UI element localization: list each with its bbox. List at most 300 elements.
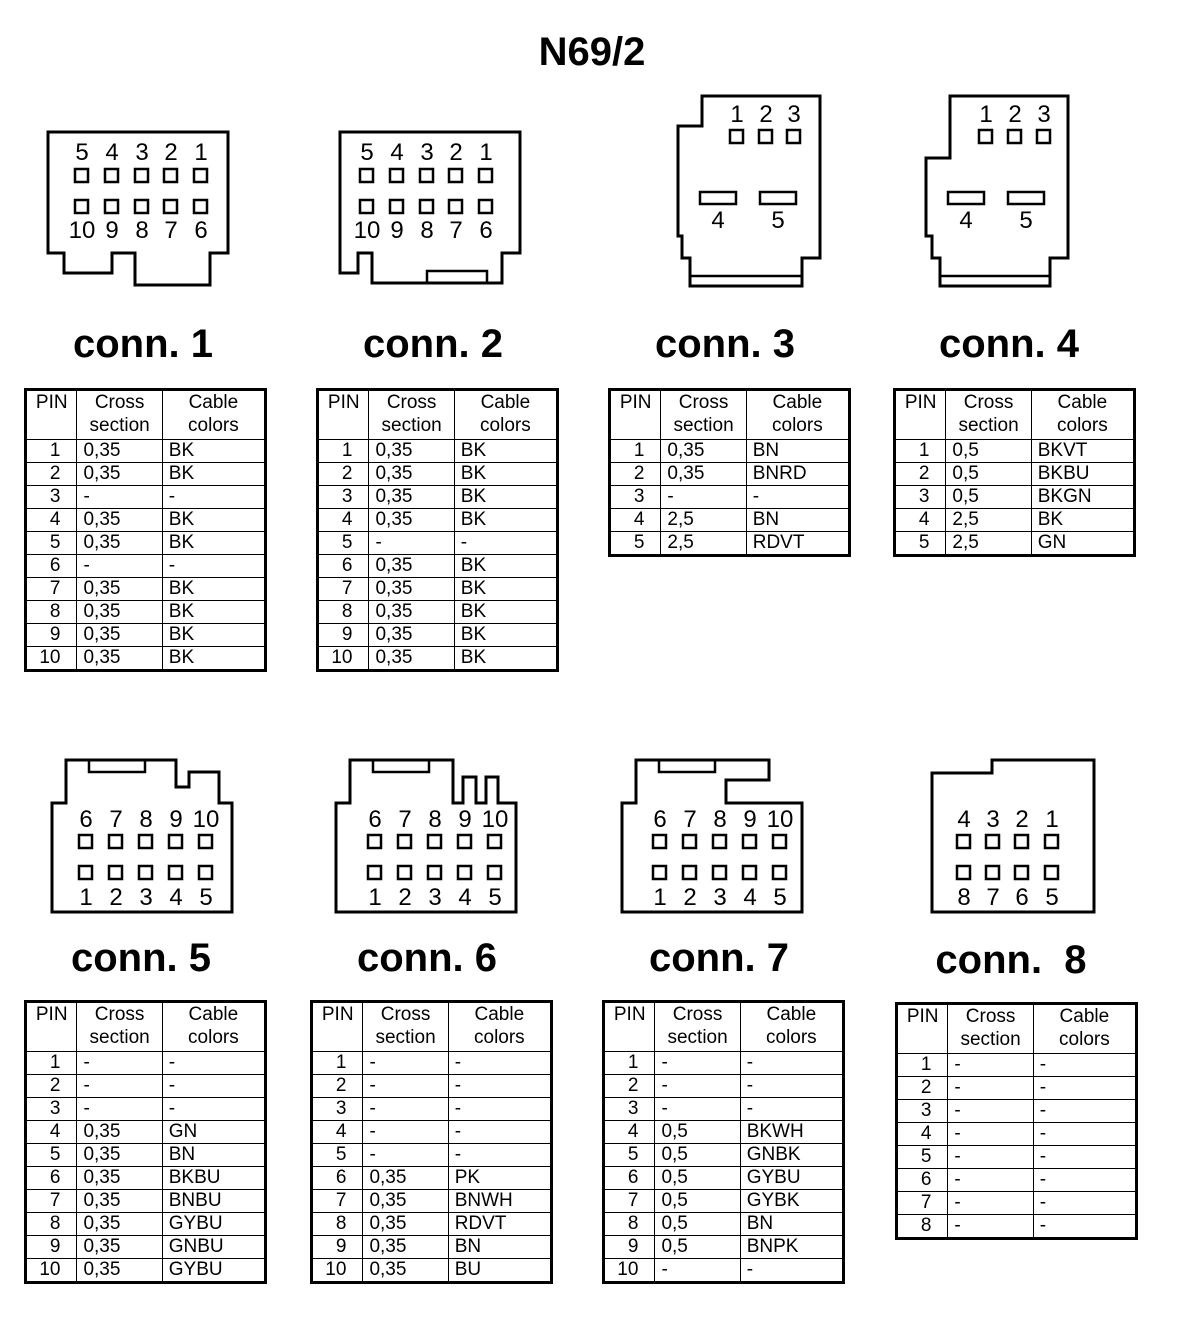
pin-contact [743, 866, 756, 879]
cross-section-cell: 2,5 [661, 532, 746, 556]
cable-color-cell: - [740, 1098, 843, 1121]
pin-contact [139, 866, 152, 879]
table-row [610, 509, 850, 532]
cross-section-cell: - [363, 1052, 448, 1075]
pin-cell: 7 [312, 1190, 363, 1213]
pin-cell: 6 [26, 555, 77, 578]
table-row [312, 1121, 552, 1144]
table-row [610, 463, 850, 486]
cable-color-cell: BN [746, 509, 849, 532]
table-row [26, 1075, 266, 1098]
table-row [604, 1259, 844, 1283]
cross-section-cell: - [77, 1098, 162, 1121]
table-row [318, 647, 558, 671]
pin-cell: 1 [895, 440, 946, 463]
pin-cell: 9 [604, 1236, 655, 1259]
connector-4-drawing [920, 90, 1090, 295]
pin-contact [759, 130, 772, 143]
pin-label: 5 [1045, 884, 1059, 911]
pin-contact [109, 835, 122, 848]
cross-section-cell: - [363, 1075, 448, 1098]
table-row [604, 1075, 844, 1098]
pin-cell: 8 [26, 1213, 77, 1236]
cable-color-cell: - [1033, 1054, 1136, 1077]
connector-2-drawing [332, 125, 532, 295]
connector-7-drawing [614, 755, 814, 920]
pin-label: 5 [360, 139, 374, 166]
pin-cell: 3 [897, 1100, 948, 1123]
connector-3-table [608, 388, 851, 557]
cross-section-header: Cross section [77, 390, 162, 440]
connector-3-title: conn. 3 [654, 322, 796, 366]
pin-cell: 2 [26, 463, 77, 486]
cable-color-cell: BN [740, 1213, 843, 1236]
pin-contact [1008, 130, 1021, 143]
cross-section-cell: - [948, 1123, 1033, 1146]
cross-section-cell: - [363, 1121, 448, 1144]
cable-colors-header: Cable colors [1031, 390, 1134, 440]
table-row [318, 463, 558, 486]
pin-label: 1 [79, 884, 93, 911]
cross-section-cell: 0,5 [946, 486, 1031, 509]
table-row [897, 1123, 1137, 1146]
table-row [26, 1213, 266, 1236]
pin-cell: 4 [895, 509, 946, 532]
cross-section-cell: 0,35 [369, 486, 454, 509]
pin-cell: 5 [610, 532, 661, 556]
pin-label: 5 [771, 207, 785, 234]
cross-section-cell: - [77, 555, 162, 578]
pin-contact [730, 130, 743, 143]
table-row [312, 1098, 552, 1121]
cross-section-cell: - [655, 1075, 740, 1098]
cross-section-cell: 0,5 [946, 440, 1031, 463]
pin-cell: 1 [604, 1052, 655, 1075]
connector-1-drawing [40, 125, 240, 295]
table-row [26, 1167, 266, 1190]
table-row [895, 463, 1135, 486]
table-row [604, 1167, 844, 1190]
table-header-row [312, 1002, 552, 1052]
cable-color-cell: - [162, 1052, 265, 1075]
cross-section-cell: 0,5 [655, 1213, 740, 1236]
pin-contact [683, 835, 696, 848]
pin-cell: 2 [897, 1077, 948, 1100]
pin-cell: 5 [318, 532, 369, 555]
pin-cell: 9 [312, 1236, 363, 1259]
pin-label: 8 [420, 217, 434, 244]
pin-label: 3 [986, 806, 1000, 833]
pin-contact [194, 200, 207, 213]
pin-contact [199, 835, 212, 848]
cross-section-cell: 0,35 [369, 578, 454, 601]
pin-cell: 5 [26, 1144, 77, 1167]
table-row [897, 1146, 1137, 1169]
pin-contact [75, 169, 88, 182]
pin-contact [139, 835, 152, 848]
cross-section-header: Cross section [661, 390, 746, 440]
cross-section-cell: - [77, 486, 162, 509]
pin-label: 1 [979, 101, 993, 128]
pin-label: 10 [481, 806, 509, 833]
connector-2-table [316, 388, 559, 672]
pin-contact [390, 169, 403, 182]
pin-contact [1015, 835, 1028, 848]
table-row [26, 440, 266, 463]
pin-label: 9 [105, 217, 119, 244]
cable-color-cell: - [1033, 1123, 1136, 1146]
table-row [897, 1054, 1137, 1077]
table-row [26, 555, 266, 578]
pin-contact [1015, 866, 1028, 879]
cross-section-cell: 0,35 [369, 463, 454, 486]
table-row [26, 1259, 266, 1283]
cable-color-cell: - [740, 1075, 843, 1098]
cable-color-cell: BKWH [740, 1121, 843, 1144]
pin-label: 4 [169, 884, 183, 911]
pin-cell: 4 [604, 1121, 655, 1144]
pin-cell: 7 [26, 1190, 77, 1213]
table-row [895, 440, 1135, 463]
cable-color-cell: - [162, 1075, 265, 1098]
cross-section-cell: - [363, 1098, 448, 1121]
table-row [26, 1144, 266, 1167]
cross-section-cell: 2,5 [661, 509, 746, 532]
cross-section-cell: 0,35 [363, 1259, 448, 1283]
table-row [604, 1190, 844, 1213]
pin-label: 6 [368, 806, 382, 833]
table-row [610, 532, 850, 556]
pin-label: 10 [766, 806, 794, 833]
pin-label: 5 [1019, 207, 1033, 234]
cross-section-header: Cross section [948, 1004, 1033, 1054]
pin-contact [105, 200, 118, 213]
cable-color-cell: BK [162, 601, 265, 624]
pin-label: 6 [1015, 884, 1029, 911]
table-header-row [26, 390, 266, 440]
cable-color-cell: - [1033, 1100, 1136, 1123]
cable-color-cell: BKBU [162, 1167, 265, 1190]
table-row [26, 486, 266, 509]
cable-color-cell: BK [1031, 509, 1134, 532]
pin-cell: 7 [318, 578, 369, 601]
pin-label: 2 [683, 884, 697, 911]
cross-section-cell: - [369, 532, 454, 555]
cable-color-cell: GN [1031, 532, 1134, 556]
pin-label: 9 [390, 217, 404, 244]
pin-label: 3 [420, 139, 434, 166]
table-row [318, 601, 558, 624]
pin-label: 1 [479, 139, 493, 166]
cross-section-cell: 0,35 [77, 624, 162, 647]
pin-contact [1045, 866, 1058, 879]
pin-cell: 6 [318, 555, 369, 578]
cross-section-cell: 0,35 [77, 1259, 162, 1283]
cross-section-header: Cross section [77, 1002, 162, 1052]
cross-section-cell: 0,35 [77, 1236, 162, 1259]
pin-cell: 1 [312, 1052, 363, 1075]
pin-label: 8 [135, 217, 149, 244]
cross-section-cell: - [948, 1169, 1033, 1192]
table-header-row [26, 1002, 266, 1052]
pin-contact [79, 866, 92, 879]
pin-contact [449, 200, 462, 213]
pin-contact [199, 866, 212, 879]
pin-cell: 4 [26, 1121, 77, 1144]
table-row [897, 1100, 1137, 1123]
cable-color-cell: BKVT [1031, 440, 1134, 463]
pin-label: 6 [653, 806, 667, 833]
table-row [318, 555, 558, 578]
cable-color-cell: BK [454, 578, 557, 601]
pin-contact [449, 169, 462, 182]
pin-cell: 4 [312, 1121, 363, 1144]
pin-contact [760, 192, 796, 204]
pin-contact [458, 866, 471, 879]
cable-color-cell: - [740, 1052, 843, 1075]
connector-4-table [893, 388, 1136, 557]
table-row [312, 1236, 552, 1259]
cable-color-cell: BNRD [746, 463, 849, 486]
pin-label: 4 [959, 207, 973, 234]
pin-cell: 4 [318, 509, 369, 532]
cable-color-cell: BK [454, 440, 557, 463]
pin-label: 1 [653, 884, 667, 911]
cross-section-cell: - [655, 1259, 740, 1283]
pin-label: 2 [398, 884, 412, 911]
cross-section-cell: 0,35 [363, 1167, 448, 1190]
pin-contact [743, 835, 756, 848]
cable-color-cell: BN [746, 440, 849, 463]
pin-label: 4 [105, 139, 119, 166]
cross-section-cell: 0,35 [77, 440, 162, 463]
cable-color-cell: RDVT [448, 1213, 551, 1236]
table-header-row [610, 390, 850, 440]
connector-3-drawing [670, 90, 840, 295]
pin-contact [398, 835, 411, 848]
table-row [897, 1192, 1137, 1215]
cable-color-cell: GN [162, 1121, 265, 1144]
pin-cell: 8 [897, 1215, 948, 1239]
cable-color-cell: BK [454, 647, 557, 671]
table-header-row [895, 390, 1135, 440]
pin-cell: 10 [312, 1259, 363, 1283]
pin-contact [194, 169, 207, 182]
table-row [897, 1077, 1137, 1100]
pin-contact [105, 169, 118, 182]
pin-label: 2 [109, 884, 123, 911]
pin-contact [428, 866, 441, 879]
cross-section-cell: - [77, 1052, 162, 1075]
pin-label: 8 [428, 806, 442, 833]
pin-contact [488, 866, 501, 879]
cable-color-cell: - [1033, 1192, 1136, 1215]
cable-color-cell: - [162, 1098, 265, 1121]
pin-contact [368, 866, 381, 879]
cable-color-cell: BU [448, 1259, 551, 1283]
table-row [610, 440, 850, 463]
table-row [26, 1121, 266, 1144]
cross-section-cell: 0,35 [661, 440, 746, 463]
connector-1-title: conn. 1 [72, 322, 214, 366]
pin-header: PIN [318, 390, 369, 440]
cross-section-cell: 0,35 [369, 440, 454, 463]
cable-color-cell: BNWH [448, 1190, 551, 1213]
pin-cell: 5 [26, 532, 77, 555]
table-row [604, 1098, 844, 1121]
pin-contact [986, 866, 999, 879]
pin-cell: 1 [26, 440, 77, 463]
cross-section-cell: 0,35 [369, 601, 454, 624]
cable-color-cell: BK [454, 463, 557, 486]
pin-label: 5 [75, 139, 89, 166]
pin-contact [420, 169, 433, 182]
cross-section-header: Cross section [363, 1002, 448, 1052]
cable-color-cell: BN [448, 1236, 551, 1259]
pin-label: 5 [488, 884, 502, 911]
cross-section-cell: 0,5 [655, 1144, 740, 1167]
pin-label: 2 [449, 139, 463, 166]
table-row [604, 1213, 844, 1236]
cross-section-cell: - [948, 1146, 1033, 1169]
cable-color-cell: - [746, 486, 849, 509]
cross-section-cell: 0,35 [369, 509, 454, 532]
cable-color-cell: - [454, 532, 557, 555]
cable-color-cell: BN [162, 1144, 265, 1167]
table-header-row [897, 1004, 1137, 1054]
cable-color-cell: BK [162, 509, 265, 532]
pin-label: 1 [1045, 806, 1059, 833]
pin-cell: 5 [312, 1144, 363, 1167]
pin-cell: 1 [318, 440, 369, 463]
pin-contact [653, 866, 666, 879]
pin-contact [420, 200, 433, 213]
cross-section-cell: 0,35 [77, 1213, 162, 1236]
pin-cell: 1 [897, 1054, 948, 1077]
table-row [26, 647, 266, 671]
table-row [312, 1075, 552, 1098]
cross-section-cell: 0,35 [77, 1121, 162, 1144]
pin-label: 8 [713, 806, 727, 833]
pin-contact [390, 200, 403, 213]
cable-colors-header: Cable colors [162, 1002, 265, 1052]
cable-color-cell: - [448, 1144, 551, 1167]
table-row [318, 486, 558, 509]
cross-section-cell: - [363, 1144, 448, 1167]
cross-section-cell: 0,35 [77, 578, 162, 601]
pin-cell: 7 [897, 1192, 948, 1215]
connector-6-drawing [328, 755, 528, 920]
pin-cell: 3 [610, 486, 661, 509]
table-row [895, 532, 1135, 556]
cable-color-cell: BK [454, 555, 557, 578]
pin-label: 9 [458, 806, 472, 833]
cross-section-cell: 0,35 [369, 624, 454, 647]
cable-color-cell: BK [162, 624, 265, 647]
cable-color-cell: BKBU [1031, 463, 1134, 486]
table-row [318, 440, 558, 463]
table-row [26, 1052, 266, 1075]
pin-cell: 9 [26, 1236, 77, 1259]
pin-cell: 8 [604, 1213, 655, 1236]
table-row [26, 532, 266, 555]
cable-color-cell: BK [162, 578, 265, 601]
pin-cell: 10 [318, 647, 369, 671]
cross-section-cell: 0,35 [77, 1167, 162, 1190]
pin-label: 10 [192, 806, 220, 833]
pin-contact [75, 200, 88, 213]
cable-color-cell: BK [454, 486, 557, 509]
cable-color-cell: GYBU [162, 1213, 265, 1236]
pin-label: 8 [957, 884, 971, 911]
pin-cell: 5 [604, 1144, 655, 1167]
table-row [312, 1167, 552, 1190]
pin-label: 7 [109, 806, 123, 833]
cable-color-cell: BK [162, 647, 265, 671]
cross-section-cell: 0,35 [77, 1144, 162, 1167]
pin-cell: 1 [610, 440, 661, 463]
pin-contact [479, 200, 492, 213]
cross-section-header: Cross section [946, 390, 1031, 440]
pin-cell: 2 [604, 1075, 655, 1098]
table-row [604, 1144, 844, 1167]
cross-section-cell: 0,35 [369, 647, 454, 671]
pin-label: 1 [730, 101, 744, 128]
pin-cell: 3 [312, 1098, 363, 1121]
cross-section-cell: - [948, 1100, 1033, 1123]
cross-section-cell: - [77, 1075, 162, 1098]
pin-contact [360, 200, 373, 213]
cable-color-cell: - [448, 1075, 551, 1098]
pin-contact [957, 835, 970, 848]
pin-cell: 3 [895, 486, 946, 509]
cable-color-cell: GYBU [740, 1167, 843, 1190]
pin-contact [700, 192, 736, 204]
pin-cell: 3 [604, 1098, 655, 1121]
pin-cell: 10 [26, 1259, 77, 1283]
cable-colors-header: Cable colors [746, 390, 849, 440]
pin-contact [1037, 130, 1050, 143]
connector-5-drawing [44, 755, 244, 920]
pin-cell: 2 [318, 463, 369, 486]
cross-section-cell: - [948, 1192, 1033, 1215]
cable-color-cell: - [1033, 1169, 1136, 1192]
cross-section-cell: 0,35 [77, 509, 162, 532]
pin-label: 3 [428, 884, 442, 911]
pin-label: 6 [194, 217, 208, 244]
pin-cell: 6 [897, 1169, 948, 1192]
table-row [895, 509, 1135, 532]
pin-contact [79, 835, 92, 848]
cross-section-cell: - [948, 1077, 1033, 1100]
cable-color-cell: BNBU [162, 1190, 265, 1213]
table-row [895, 486, 1135, 509]
cable-color-cell: BK [454, 624, 557, 647]
pin-label: 2 [759, 101, 773, 128]
cross-section-cell: 2,5 [946, 532, 1031, 556]
cross-section-cell: 0,35 [363, 1213, 448, 1236]
cable-color-cell: BK [454, 601, 557, 624]
pin-label: 6 [479, 217, 493, 244]
cross-section-cell: 0,35 [77, 647, 162, 671]
cross-section-cell: 0,5 [655, 1190, 740, 1213]
pin-cell: 5 [895, 532, 946, 556]
table-row [26, 463, 266, 486]
table-row [26, 1098, 266, 1121]
cross-section-cell: - [655, 1052, 740, 1075]
table-row [26, 578, 266, 601]
connector-8-table [895, 1002, 1138, 1240]
